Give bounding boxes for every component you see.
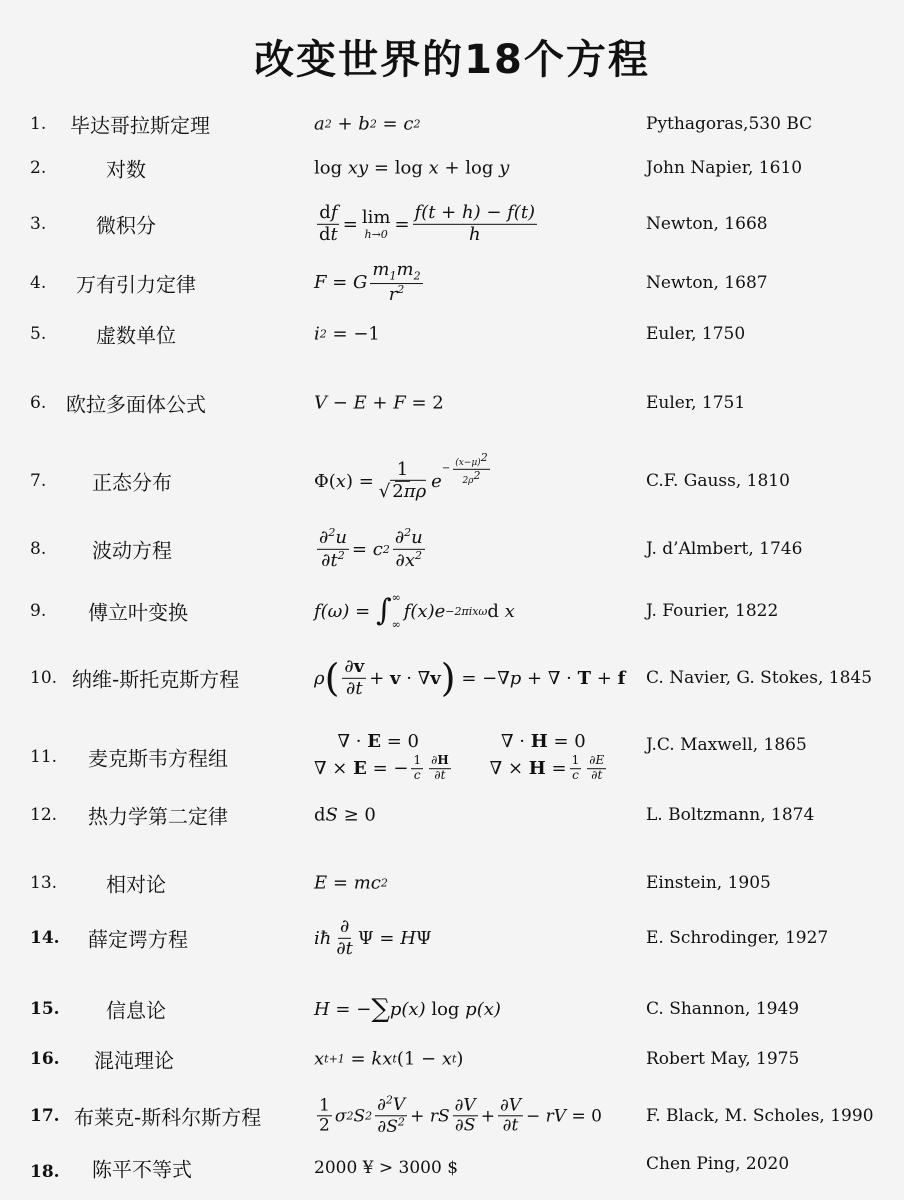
equation-name: 欧拉多面体公式 xyxy=(66,392,206,417)
equation-name: 波动方程 xyxy=(92,538,172,563)
equation-formula: d S ≥ 0 xyxy=(314,804,376,826)
equation-credit: J. Fourier, 1822 xyxy=(646,601,779,621)
equation-formula: F = G $\frac{m_1m_2}{r^2}$ xyxy=(314,259,421,306)
equation-formula: Φ( x ) = $\frac{1}{√ 2\pi\rho}$ e $^{- \frac{(x-\mu)^2}{2\rho^2}}$ xyxy=(314,451,488,502)
page-title: 改变世界的18个方程 xyxy=(254,37,650,83)
row-number: 8. xyxy=(30,539,47,559)
equation-name: 纳维-斯托克斯方程 xyxy=(72,667,240,692)
equation-credit: Einstein, 1905 xyxy=(646,873,771,893)
row-number: 6. xyxy=(30,393,47,413)
row-number: 5. xyxy=(30,324,47,344)
equation-formula: E = mc 2 xyxy=(314,872,388,894)
equation-name: 混沌理论 xyxy=(94,1048,174,1073)
row-number: 9. xyxy=(30,601,47,621)
equation-name: 信息论 xyxy=(106,998,166,1023)
equation-formula: $\frac{df}{dt}$ = lim h→0 = $\frac{f(t + h) - f(t)}{h}$ xyxy=(319,201,536,245)
equation-formula: f(ω) = ∫ ∞ ∞ f(x)e −2πixω d x xyxy=(314,591,515,631)
row-number: 4. xyxy=(30,273,47,293)
equation-formula: iħ $\frac{\partial}{\partial t}$ Ψ = H Ψ xyxy=(314,915,432,959)
equation-name: 虚数单位 xyxy=(96,323,176,348)
row-number: 13. xyxy=(30,873,58,893)
equation-name: 正态分布 xyxy=(92,470,172,495)
equation-formula: H = − ∑ p(x) log p(x) xyxy=(314,994,501,1024)
equation-credit: Newton, 1668 xyxy=(646,214,768,234)
row-number: 12. xyxy=(30,805,58,825)
equation-name: 陈平不等式 xyxy=(92,1157,192,1182)
equation-formula: i 2 = −1 xyxy=(314,323,380,345)
equation-formula: log xy = log x + log y xyxy=(314,157,510,179)
row-number: 18. xyxy=(30,1162,60,1182)
equation-name: 热力学第二定律 xyxy=(88,804,228,829)
equation-credit: Robert May, 1975 xyxy=(646,1049,800,1069)
equation-credit: John Napier, 1610 xyxy=(646,158,803,178)
equation-credit: C. Shannon, 1949 xyxy=(646,999,800,1019)
equation-credit: E. Schrodinger, 1927 xyxy=(646,928,829,948)
row-number: 16. xyxy=(30,1049,60,1069)
row-number: 14. xyxy=(30,928,60,948)
equation-name: 麦克斯韦方程组 xyxy=(88,746,228,771)
equation-formula: a 2 + b 2 = c 2 xyxy=(314,113,421,135)
equation-formula: 2000 ¥ > 3000 $ xyxy=(314,1158,459,1178)
equation-credit: F. Black, M. Scholes, 1990 xyxy=(646,1106,874,1126)
equation-name: 相对论 xyxy=(106,872,166,897)
equation-credit: C. Navier, G. Stokes, 1845 xyxy=(646,668,873,688)
equation-name: 对数 xyxy=(106,157,146,182)
equation-credit: Pythagoras,530 BC xyxy=(646,114,813,134)
row-number: 15. xyxy=(30,999,60,1019)
equation-name: 毕达哥拉斯定理 xyxy=(70,113,210,138)
row-number: 7. xyxy=(30,471,47,491)
equation-name: 薛定谔方程 xyxy=(88,927,188,952)
equation-credit: Chen Ping, 2020 xyxy=(646,1154,790,1174)
equation-name: 万有引力定律 xyxy=(76,272,196,297)
row-number: 17. xyxy=(30,1106,60,1126)
equation-formula: V − E + F = 2 xyxy=(314,392,444,414)
equation-name: 傅立叶变换 xyxy=(88,600,188,625)
row-number: 10. xyxy=(30,668,58,688)
equation-formula: ∇ · E = 0 ∇ · H = 0 ∇ × E = − $\frac{1}{c}$ $\frac{\partial H}{\partial t}$ ∇ × H = $\frac{1}{c}$ $\frac{\partial E}{\partial t}$ xyxy=(314,731,605,782)
equation-formula: ρ ( $\frac{\partial v}{\partial t}$ + v · ∇ v ) = −∇ p + ∇ · T + f xyxy=(314,655,626,700)
equation-credit: C.F. Gauss, 1810 xyxy=(646,471,790,491)
equation-credit: L. Boltzmann, 1874 xyxy=(646,805,815,825)
equation-formula: x t+1 = kx t (1 − x t ) xyxy=(314,1048,464,1070)
row-number: 3. xyxy=(30,214,47,234)
row-number: 11. xyxy=(30,747,58,767)
equation-credit: Euler, 1751 xyxy=(646,393,746,413)
row-number: 2. xyxy=(30,158,47,178)
equation-name: 微积分 xyxy=(96,213,156,238)
equation-credit: J.C. Maxwell, 1865 xyxy=(646,735,807,755)
equation-formula: $\frac{1}{2}$ σ 2 S 2 $\frac{\partial^2V}{\partial S^2}$ + rS $\frac{\partial V}{\partial S}$ + $\frac{\partial V}{\partial t}$ − rV = 0 xyxy=(319,1093,602,1138)
equation-formula: $\frac{\partial^2u}{\partial t^2}$ = c 2 $\frac{\partial^2u}{\partial x^2}$ xyxy=(319,525,423,571)
equation-credit: Newton, 1687 xyxy=(646,273,768,293)
equation-credit: J. d’Almbert, 1746 xyxy=(646,539,803,559)
equation-credit: Euler, 1750 xyxy=(646,324,746,344)
row-number: 1. xyxy=(30,114,47,134)
equation-name: 布莱克-斯科尔斯方程 xyxy=(74,1105,262,1130)
